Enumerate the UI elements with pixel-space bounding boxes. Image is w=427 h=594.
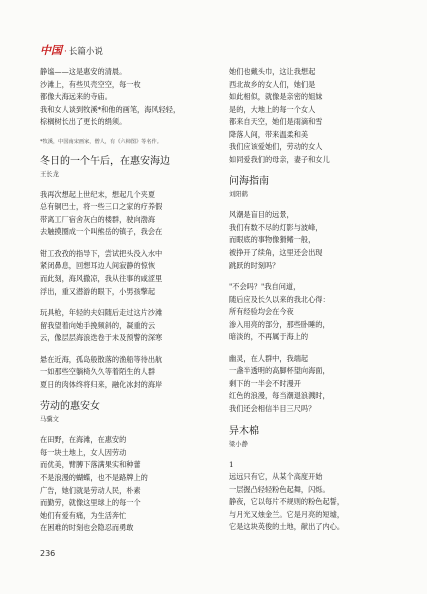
poem-line: 我和女人谈到牧溪*和他的画笔，海风轻轻， <box>40 104 181 114</box>
poem-line: 渗入用亮的部分，那些卧睡的， <box>229 319 330 329</box>
poem-line: 暗淡的，不再属于海上的 <box>229 332 309 342</box>
poem-line: 如同爱我们的母亲，妻子和女儿 <box>229 154 330 164</box>
poem-line: 我再次想起上世纪末，想起几个夹夏 <box>40 189 156 199</box>
stanza-gap <box>229 272 397 281</box>
poem-title: 问海指南 <box>229 176 269 188</box>
poem-line: 它是这块英俊的土地，献出了内心。 <box>229 522 345 532</box>
poem-title: 异木棉 <box>229 425 259 437</box>
poem-line: 而勤劳，就像这里球上的每一个 <box>40 498 141 508</box>
magazine-brand: 中国 <box>40 44 62 57</box>
poem-line: 玩具枪，年轻的夫妇随后走过这片沙滩 <box>40 308 163 318</box>
poem-line: 都像大海远来的寺庙。 <box>40 92 112 102</box>
poem-line: 浮出，重又潜游的眼下，小男孩擎起 <box>40 286 156 296</box>
poem-line: 在田野，在海滩，在惠安的 <box>40 435 127 445</box>
poem-line: 每一块土地上，女人因劳动 <box>40 447 127 457</box>
stanza-gap <box>40 425 208 434</box>
poem-line: 1 <box>229 459 234 469</box>
section-name: 长篇小说 <box>68 47 103 57</box>
poem-line: 我们有数不尽的灯影与波峰， <box>229 222 323 232</box>
poem-line: 我们还会相信半目三尺吗？ <box>229 404 316 414</box>
poem-line: 钳工孜孜的指导下，尝试把头没入水中 <box>40 248 163 258</box>
poem-author: 刘阳鹤 <box>229 191 248 199</box>
poem-line: 而此刻，海风撒凉，我从往事的咸涩里 <box>40 274 163 284</box>
poem-line: 悬在近海，孤岛般散落的渔船等待出航 <box>40 354 163 364</box>
poem-line: 广告，她们就是劳动人民，朴素 <box>40 485 141 495</box>
stanza-gap <box>40 239 208 248</box>
poem-author: 王长龙 <box>40 170 59 178</box>
poem-line: 所有经验均会在今夜 <box>229 307 294 317</box>
poem-line: 幽灵，在人群中，我端起 <box>229 353 309 363</box>
poem-line: 远远只有它，从某个高度开始 <box>229 472 323 482</box>
poem-title: 冬日的一个午后，在惠安海边 <box>40 155 170 167</box>
poem-line: 她们有爱有痛，为生活奔忙 <box>40 510 127 520</box>
poem-line: 在困难的时刻也会隐忍而勇敢 <box>40 523 134 533</box>
poem-line: 紧闭鼻息，回想耳边人间寂静的惊恢 <box>40 261 156 271</box>
poem-line: 随后应及长久以来的我北心得： <box>229 294 330 304</box>
stanza-gap <box>40 391 208 400</box>
poem-line: 不是浪漫的蝴蝶，也不是路牌上的 <box>40 473 148 483</box>
poem-line: 她们也戴头巾，这让我想起 <box>229 67 316 76</box>
stanza-gap <box>229 416 397 425</box>
right-column <box>229 66 397 534</box>
poem-line: "不会吗？"我自问道， <box>229 282 301 292</box>
poem-author: 梁小静 <box>229 440 248 448</box>
poem-line: 都来自天空，她们是雨滴和雪 <box>229 117 323 127</box>
left-column <box>40 66 208 535</box>
poem-line: 跳跃的时刻吗？ <box>229 260 280 270</box>
poem-line: 剩下的一半会不时漫开 <box>229 378 301 388</box>
poem-line: 云，像层层海浪迭卷于未及预警的深寒 <box>40 333 163 343</box>
poem-author: 马骥文 <box>40 416 59 424</box>
poem-line: 我们应该爱她们，劳动的女人 <box>229 142 323 152</box>
stanza-gap <box>229 450 397 459</box>
poem-line: 沙滩上，有些贝壳空空，每一枚 <box>40 79 141 89</box>
poem-line: 而优美，臂膊下落满果实和种蕾 <box>40 460 141 470</box>
poem-line: 夏日的肉体终将归来，融化冰封的海岸 <box>40 379 163 389</box>
poem-line: 静夜，它以每片不规则的粉色起誓， <box>229 497 345 507</box>
stanza-gap <box>40 345 208 354</box>
poem-line: 去触摸圈成一个叫熊岳的镇子，我会在 <box>40 227 163 237</box>
poem-line: 带离工厂宿舍灰白的楼群，驶向渤海 <box>40 214 156 224</box>
poem-line: 总有铜巴士，将一些三口之家的疗养假 <box>40 202 163 212</box>
poem-line: 留我望着向她手挽频斜的，凝重的云 <box>40 320 156 330</box>
poem-line: 是的，大地上的每一个女人 <box>229 104 316 114</box>
poem-line: 风潮是盲目的远景， <box>229 210 294 220</box>
poem-line: 被挣开了续角，这里还会出现 <box>229 248 323 258</box>
poem-line: 红色的浪漫，每当潮退浪溅时， <box>229 391 330 401</box>
poem-line: 一层握凸轻轻粉色起舞，闪烁。 <box>229 484 330 494</box>
poem-line: 如此相似，就像是亲密的姐妹 <box>229 92 323 102</box>
stanza-gap <box>40 298 208 307</box>
poem-title: 劳动的惠安女 <box>40 401 100 413</box>
poem-line: 静谧——这是惠安的清晨。 <box>40 67 127 76</box>
stanza-gap <box>229 200 397 209</box>
poem-line: 与月光又烛金兰。它是月亮的短墟， <box>229 509 345 519</box>
stanza-gap <box>229 344 397 353</box>
poem-line: 而眼底的事物像猾鳍一般， <box>229 235 316 245</box>
page-number: 236 <box>40 549 56 558</box>
footnote: *牧溪，中国南宋画家，僧人，有《六柿图》等名作。 <box>40 138 162 145</box>
poem-line: 一盏半透明的高脚杯望向海面， <box>229 366 330 376</box>
running-header <box>40 42 103 58</box>
stanza-gap <box>40 129 208 138</box>
stanza-gap <box>40 146 208 155</box>
poem-line: 降落人间，带来温柔和美 <box>229 129 309 139</box>
poem-line: 西北故乡的女人们，她们是 <box>229 79 316 89</box>
poem-line: 棕榈树长出了更长的绢须。 <box>40 117 127 127</box>
stanza-gap <box>229 166 397 175</box>
stanza-gap <box>40 180 208 189</box>
poem-line: 一如那些空躺椅久久等着陌生的人群 <box>40 367 156 377</box>
header-separator: · <box>64 47 67 57</box>
